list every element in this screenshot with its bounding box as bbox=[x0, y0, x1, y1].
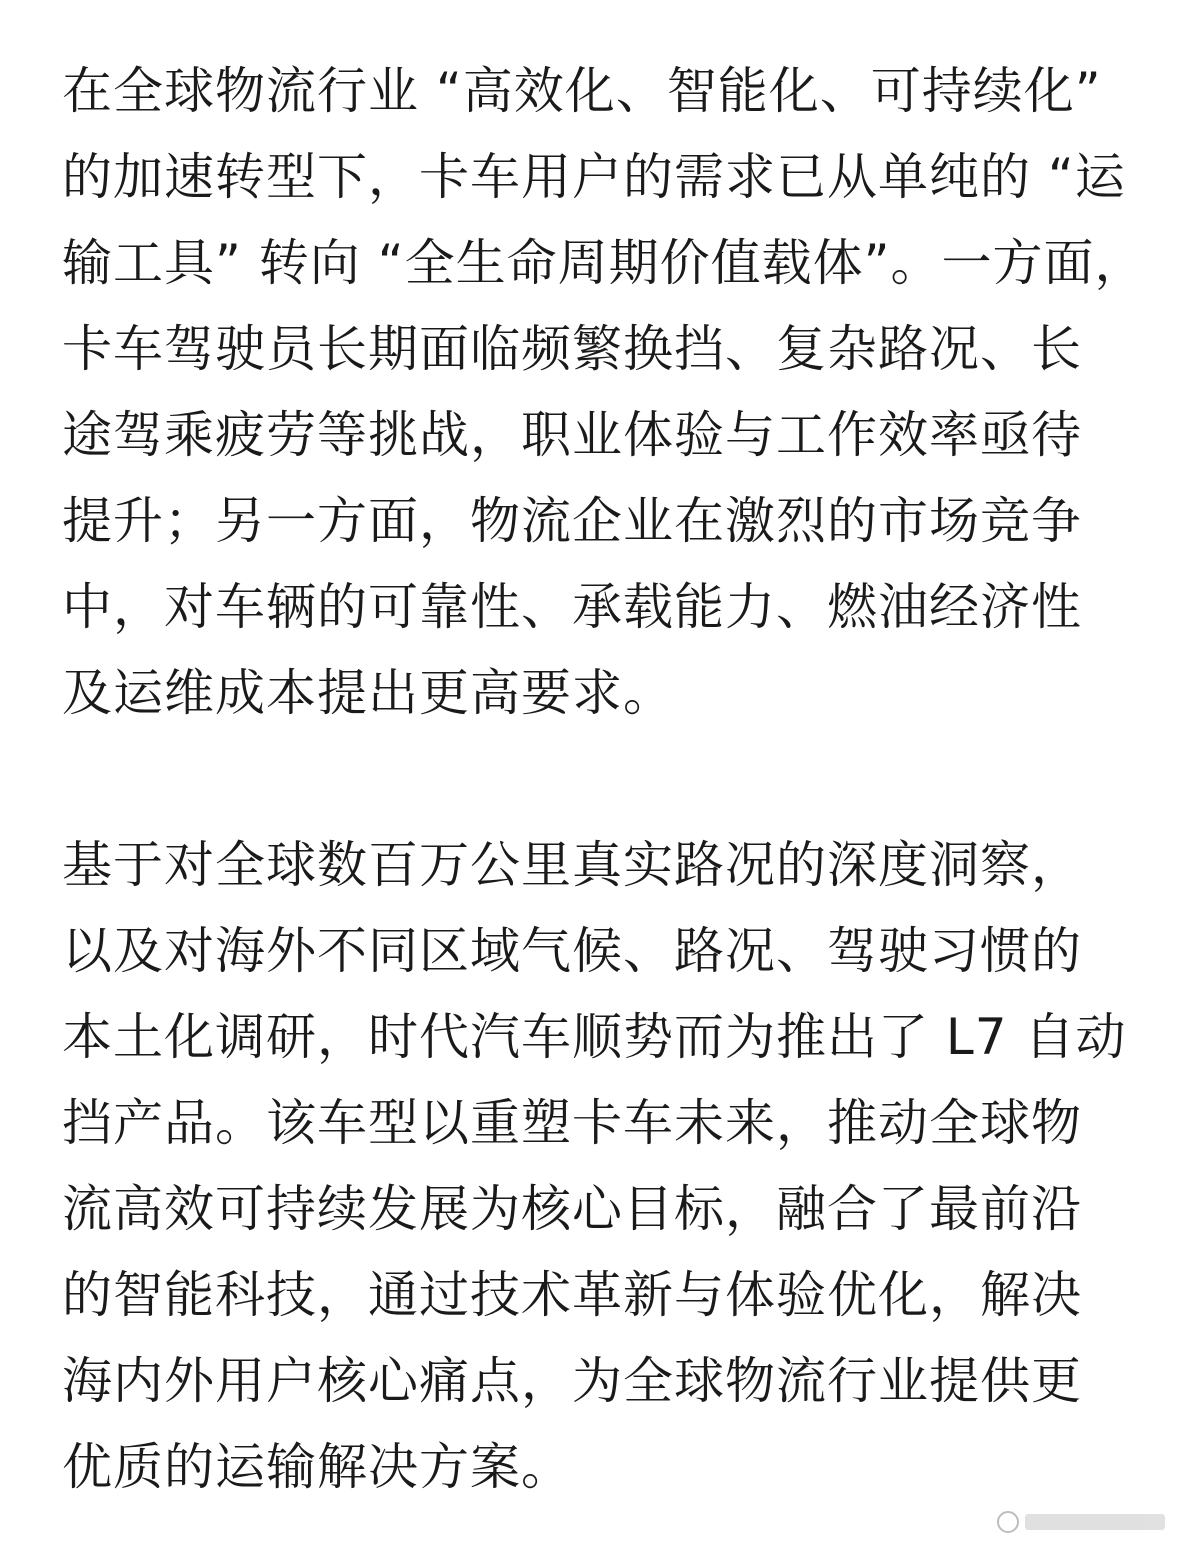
text-line: 输工具” 转向 “全生命周期价值载体”。一方面， bbox=[62, 234, 1146, 292]
text-line: 挡产品。该车型以重塑卡车未来，推动全球物 bbox=[62, 1094, 1082, 1152]
text-line: 及运维成本提出更高要求。 bbox=[62, 664, 674, 722]
text-line: 卡车驾驶员长期面临频繁换挡、复杂路况、长 bbox=[62, 320, 1082, 378]
text-line: 在全球物流行业 “高效化、智能化、可持续化” bbox=[62, 62, 1102, 120]
paragraph-1 bbox=[62, 48, 1146, 736]
watermark-mark bbox=[1025, 1514, 1165, 1530]
text-line: 流高效可持续发展为核心目标，融合了最前沿 bbox=[62, 1180, 1082, 1238]
text-line: 优质的运输解决方案。 bbox=[62, 1438, 572, 1496]
text-line: 的智能科技，通过技术革新与体验优化，解决 bbox=[62, 1266, 1082, 1324]
text-line: 本土化调研，时代汽车顺势而为推出了 L7 自动 bbox=[62, 1008, 1127, 1066]
text-line: 海内外用户核心痛点，为全球物流行业提供更 bbox=[62, 1352, 1082, 1410]
paragraph-2 bbox=[62, 822, 1127, 1510]
text-line: 提升；另一方面，物流企业在激烈的市场竞争 bbox=[62, 492, 1082, 550]
watermark bbox=[997, 1511, 1165, 1533]
watermark-logo-icon bbox=[997, 1511, 1019, 1533]
text-line: 中，对车辆的可靠性、承载能力、燃油经济性 bbox=[62, 578, 1082, 636]
text-line: 以及对海外不同区域气候、路况、驾驶习惯的 bbox=[62, 922, 1082, 980]
text-line: 基于对全球数百万公里真实路况的深度洞察， bbox=[62, 836, 1082, 894]
article-body bbox=[62, 48, 1146, 1510]
text-line: 的加速转型下，卡车用户的需求已从单纯的 “运 bbox=[62, 148, 1126, 206]
text-line: 途驾乘疲劳等挑战，职业体验与工作效率亟待 bbox=[62, 406, 1082, 464]
